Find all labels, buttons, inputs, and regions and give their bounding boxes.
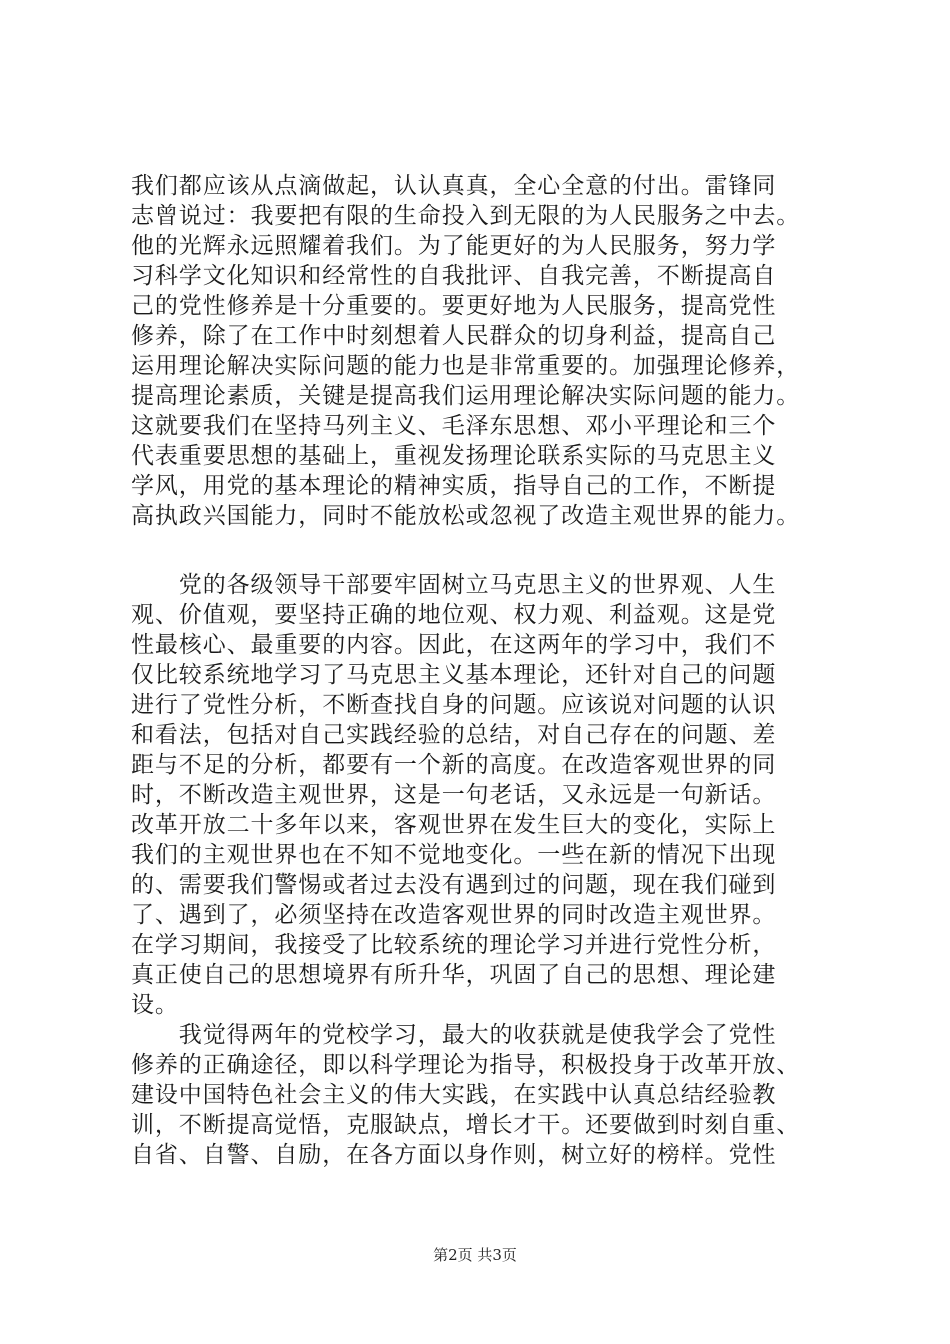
text-line: 训，不断提高觉悟，克服缺点，增长才干。还要做到时刻自重、 <box>131 1112 801 1138</box>
text-line: 仅比较系统地学习了马克思主义基本理论，还针对自己的问题 <box>131 662 777 688</box>
text-line: 真正使自己的思想境界有所升华，巩固了自己的思想、理论建 <box>131 962 777 988</box>
text-line: 修养，除了在工作中时刻想着人民群众的切身利益，提高自己 <box>131 323 777 349</box>
paragraph-gap <box>131 531 831 570</box>
paragraph-3 <box>131 1020 831 1170</box>
text-line: 时，不断改造主观世界，这是一句老话，又永远是一句新话。 <box>131 782 777 808</box>
text-line: 改革开放二十多年以来，客观世界在发生巨大的变化，实际上 <box>131 812 777 838</box>
text-line: 高执政兴国能力，同时不能放松或忽视了改造主观世界的能力。 <box>131 503 801 529</box>
text-line: 我们都应该从点滴做起，认认真真，全心全意的付出。雷锋同 <box>131 173 777 199</box>
page-number-footer: 第2页 共3页 <box>433 1246 517 1264</box>
paragraph-2 <box>131 570 831 1020</box>
text-line: 志曾说过：我要把有限的生命投入到无限的为人民服务之中去。 <box>131 203 801 229</box>
text-line: 提高理论素质，关键是提高我们运用理论解决实际问题的能力。 <box>131 383 801 409</box>
text-line: 设。 <box>131 992 179 1018</box>
text-line: 了、遇到了，必须坚持在改造客观世界的同时改造主观世界。 <box>131 902 777 928</box>
text-line: 己的党性修养是十分重要的。要更好地为人民服务，提高党性 <box>131 293 777 319</box>
document-body <box>131 171 831 1170</box>
text-line: 他的光辉永远照耀着我们。为了能更好的为人民服务，努力学 <box>131 233 777 259</box>
text-line: 党的各级领导干部要牢固树立马克思主义的世界观、人生 <box>131 572 777 598</box>
text-line: 观、价值观，要坚持正确的地位观、权力观、利益观。这是党 <box>131 602 777 628</box>
text-line: 运用理论解决实际问题的能力也是非常重要的。加强理论修养， <box>131 353 801 379</box>
text-line: 学风，用党的基本理论的精神实质，指导自己的工作，不断提 <box>131 473 777 499</box>
text-line: 我们的主观世界也在不知不觉地变化。一些在新的情况下出现 <box>131 842 777 868</box>
text-line: 习科学文化知识和经常性的自我批评、自我完善，不断提高自 <box>131 263 777 289</box>
text-line: 我觉得两年的党校学习，最大的收获就是使我学会了党性 <box>131 1022 777 1048</box>
text-line: 代表重要思想的基础上，重视发扬理论联系实际的马克思主义 <box>131 443 777 469</box>
text-line: 的、需要我们警惕或者过去没有遇到过的问题，现在我们碰到 <box>131 872 777 898</box>
text-line: 在学习期间，我接受了比较系统的理论学习并进行党性分析， <box>131 932 777 958</box>
paragraph-1 <box>131 171 831 531</box>
text-line: 性最核心、最重要的内容。因此，在这两年的学习中，我们不 <box>131 632 777 658</box>
text-line: 建设中国特色社会主义的伟大实践，在实践中认真总结经验教 <box>131 1082 777 1108</box>
text-line: 距与不足的分析，都要有一个新的高度。在改造客观世界的同 <box>131 752 777 778</box>
text-line: 和看法，包括对自己实践经验的总结，对自己存在的问题、差 <box>131 722 777 748</box>
text-line: 进行了党性分析，不断查找自身的问题。应该说对问题的认识 <box>131 692 777 718</box>
text-line: 修养的正确途径，即以科学理论为指导，积极投身于改革开放、 <box>131 1052 801 1078</box>
text-line: 自省、自警、自励，在各方面以身作则，树立好的榜样。党性 <box>131 1142 777 1168</box>
text-line: 这就要我们在坚持马列主义、毛泽东思想、邓小平理论和三个 <box>131 413 777 439</box>
